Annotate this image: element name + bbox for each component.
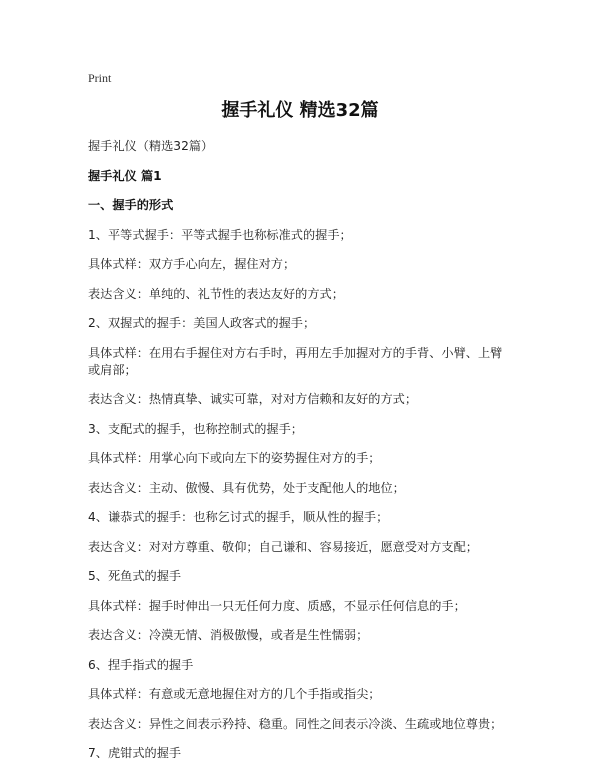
paragraph: 6、捏手指式的握手 xyxy=(88,657,194,672)
paragraph: 具体式样：有意或无意地握住对方的几个手指或指尖； xyxy=(88,687,381,701)
paragraph: 表达含义：主动、傲慢、具有优势，处于支配他人的地位； xyxy=(88,480,405,495)
paragraph: 1、平等式握手：平等式握手也称标准式的握手； xyxy=(88,227,352,242)
paragraph: 表达含义：热情真挚、诚实可靠，对对方信赖和友好的方式； xyxy=(88,392,418,406)
paragraph: 4、谦恭式的握手：也称乞讨式的握手，顺从性的握手； xyxy=(88,510,389,524)
paragraph: 握手礼仪（精选32篇） xyxy=(88,139,214,153)
paragraph: 7、虎钳式的握手 xyxy=(88,746,182,760)
paragraph: 表达含义：对对方尊重、敬仰；自己谦和、容易接近，愿意受对方支配； xyxy=(88,539,478,554)
paragraph: 5、死鱼式的握手 xyxy=(88,569,182,583)
paragraph: 3、支配式的握手，也称控制式的握手； xyxy=(88,421,303,436)
paragraph: 具体式样：双方手心向左，握住对方； xyxy=(88,257,296,271)
document-title: 握手礼仪 精选32篇 xyxy=(221,100,379,121)
paragraph: 表达含义：单纯的、礼节性的表达友好的方式； xyxy=(88,286,344,301)
print-label: Print xyxy=(88,71,112,85)
paragraph: 表达含义：冷漠无情、消极傲慢，或者是生性懦弱； xyxy=(88,628,369,642)
paragraph: 表达含义：异性之间表示矜持、稳重。同性之间表示冷淡、生疏或地位尊贵； xyxy=(88,716,503,731)
paragraph: 2、双握式的握手：美国人政客式的握手； xyxy=(88,316,316,330)
paragraph: 具体式样：在用右手握住对方右手时，再用左手加握对方的手背、小臂、上臂或肩部； xyxy=(88,345,503,377)
paragraph: 具体式样：用掌心向下或向左下的姿势握住对方的手； xyxy=(88,451,381,465)
document-body xyxy=(88,138,512,762)
section-heading: 一、握手的形式 xyxy=(88,198,174,212)
paragraph: 具体式样：握手时伸出一只无任何力度、质感，不显示任何信息的手； xyxy=(88,598,466,613)
section-heading: 握手礼仪 篇1 xyxy=(88,168,162,183)
